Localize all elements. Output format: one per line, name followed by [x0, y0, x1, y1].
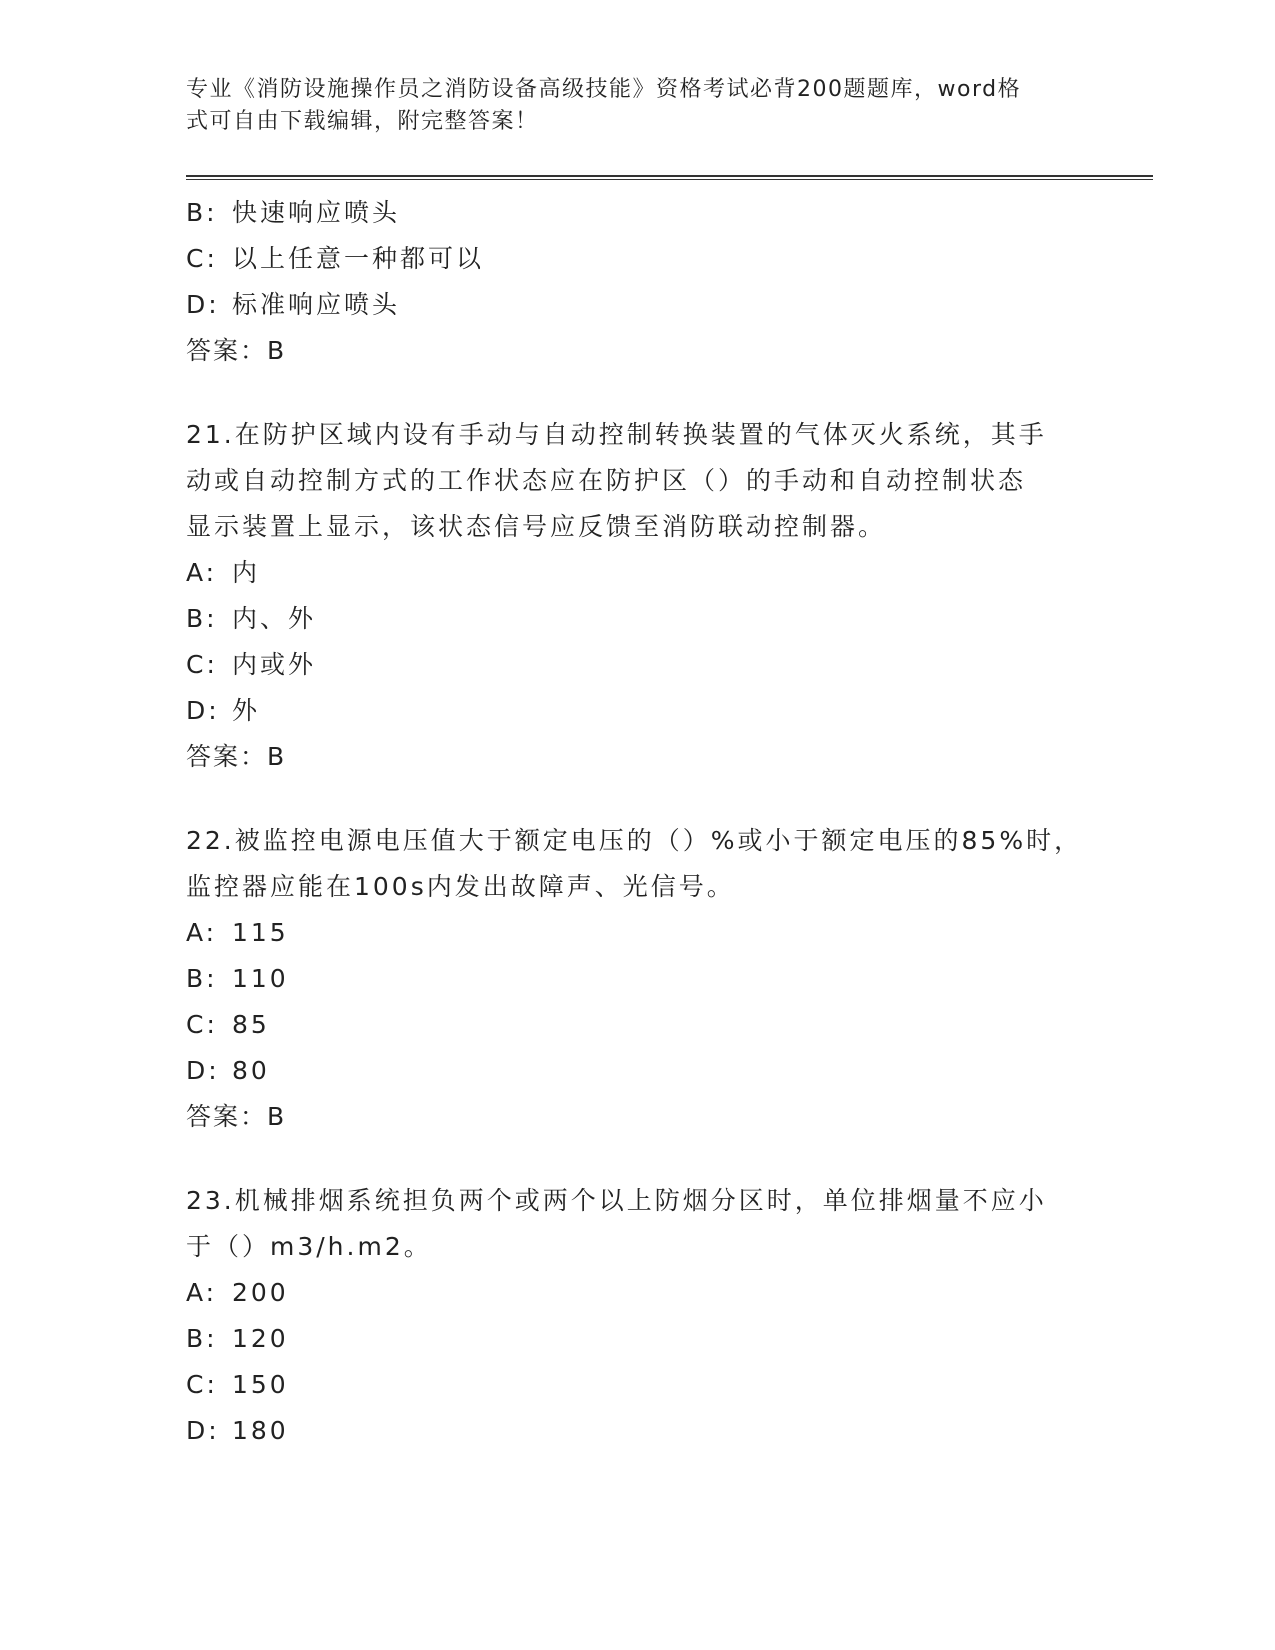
answer-line: 答案：B — [186, 336, 287, 365]
option-a — [186, 910, 1086, 956]
previous-question-options — [186, 190, 1086, 374]
option-letter: C: — [186, 1010, 218, 1039]
option-letter: B: — [186, 604, 218, 633]
option-letter: B: — [186, 1324, 218, 1353]
option-a — [186, 550, 1086, 596]
option-letter: D: — [186, 1416, 220, 1445]
option-d — [186, 1048, 1086, 1094]
option-text: 80 — [232, 1056, 270, 1085]
option-letter: C: — [186, 1370, 218, 1399]
option-c — [186, 236, 1086, 282]
option-text: 120 — [232, 1324, 289, 1353]
option-letter: D: — [186, 1056, 220, 1085]
option-d — [186, 1408, 1086, 1454]
option-letter: D: — [186, 696, 220, 725]
answer-line: 答案：B — [186, 742, 287, 771]
option-text: 200 — [232, 1278, 289, 1307]
question-text-line: 23.机械排烟系统担负两个或两个以上防烟分区时，单位排烟量不应小 — [186, 1186, 1047, 1215]
option-b — [186, 1316, 1086, 1362]
option-letter: A: — [186, 558, 218, 587]
option-text: 150 — [232, 1370, 289, 1399]
option-text: 标准响应喷头 — [232, 290, 401, 319]
option-letter: A: — [186, 1278, 218, 1307]
question-text-line: 监控器应能在100s内发出故障声、光信号。 — [186, 872, 735, 901]
header-divider — [186, 175, 1153, 180]
option-b — [186, 190, 1086, 236]
option-text: 180 — [232, 1416, 289, 1445]
option-text: 内 — [232, 558, 261, 587]
option-letter: A: — [186, 918, 218, 947]
option-text: 内或外 — [232, 650, 317, 679]
header-line-2: 式可自由下载编辑，附完整答案！ — [186, 109, 539, 134]
option-letter: B: — [186, 964, 218, 993]
question-text-line: 动或自动控制方式的工作状态应在防护区（）的手动和自动控制状态 — [186, 466, 1027, 495]
option-text: 110 — [232, 964, 289, 993]
option-b — [186, 956, 1086, 1002]
header-line-1: 专业《消防设施操作员之消防设备高级技能》资格考试必背200题题库，word格 — [186, 77, 1022, 102]
question-text-line: 显示装置上显示，该状态信号应反馈至消防联动控制器。 — [186, 512, 887, 541]
option-text: 快速响应喷头 — [232, 198, 401, 227]
option-letter: D: — [186, 290, 220, 319]
option-text: 115 — [232, 918, 289, 947]
option-c — [186, 1362, 1086, 1408]
question-22 — [186, 818, 1086, 1140]
question-21 — [186, 412, 1086, 780]
option-c — [186, 1002, 1086, 1048]
option-text: 85 — [232, 1010, 270, 1039]
option-d — [186, 688, 1086, 734]
question-23 — [186, 1178, 1086, 1454]
question-text-line: 于（）m3/h.m2。 — [186, 1232, 432, 1261]
option-d — [186, 282, 1086, 328]
option-text: 外 — [232, 696, 261, 725]
option-letter: B: — [186, 198, 218, 227]
option-c — [186, 642, 1086, 688]
option-text: 以上任意一种都可以 — [232, 244, 485, 273]
option-letter: C: — [186, 244, 218, 273]
option-letter: C: — [186, 650, 218, 679]
option-b — [186, 596, 1086, 642]
answer-line: 答案：B — [186, 1102, 287, 1131]
document-body — [186, 190, 1086, 1454]
option-a — [186, 1270, 1086, 1316]
question-text-line: 22.被监控电源电压值大于额定电压的（）%或小于额定电压的85%时， — [186, 826, 1083, 855]
question-text-line: 21.在防护区域内设有手动与自动控制转换装置的气体灭火系统，其手 — [186, 420, 1047, 449]
page-header — [186, 74, 1086, 138]
option-text: 内、外 — [232, 604, 317, 633]
